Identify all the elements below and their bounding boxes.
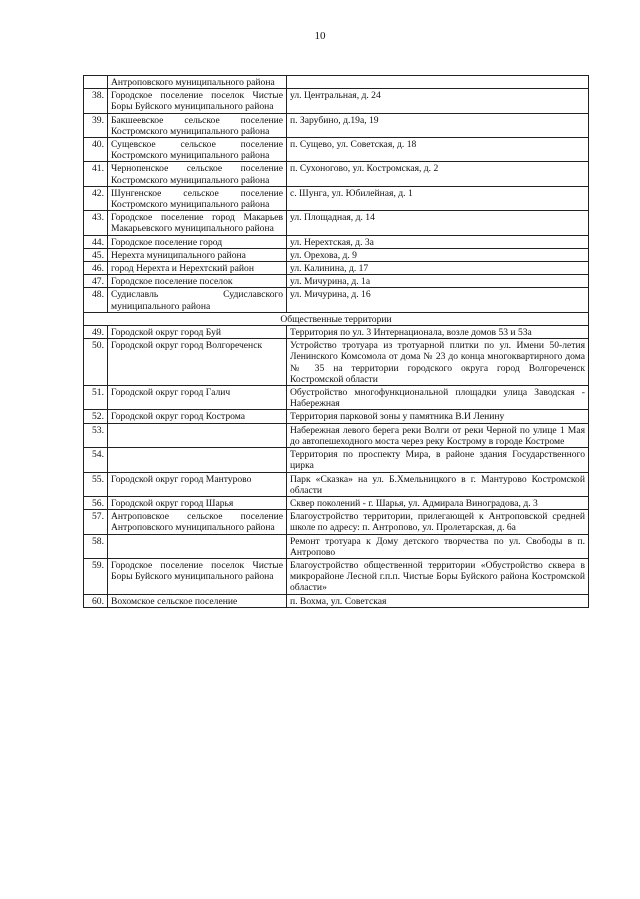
table-row — [84, 558, 589, 594]
territory-address: Ремонт тротуара к Дому детского творчества по ул. Свободы в п. Антропово — [287, 534, 589, 558]
row-number — [84, 76, 108, 89]
municipality-name: Городской округ город Галич — [108, 386, 287, 410]
row-number: 43. — [84, 211, 108, 235]
municipality-name — [108, 423, 287, 447]
table-row — [84, 262, 589, 275]
municipality-name: Городской округ город Мантурово — [108, 472, 287, 496]
territory-address: Устройство тротуара из тротуарной плитки по ул. Имени 50-летия Ленинского Комсомола от дома № 23 до конца многоквартирного дома № 35 на территории городского округа город Волгореченск Костромской области — [287, 339, 589, 386]
municipality-name: Бакшеевское сельское поселение Костромского муниципального района — [108, 113, 287, 137]
table-row — [84, 448, 589, 472]
territory-address: ул. Нерехтская, д. 3а — [287, 235, 589, 248]
municipality-name: Городское поселение город — [108, 235, 287, 248]
territory-address: Сквер поколений - г. Шарья, ул. Адмирала Виноградова, д. 3 — [287, 496, 589, 509]
table-row — [84, 386, 589, 410]
section-body — [84, 312, 589, 325]
territory-address: ул. Мичурина, д. 16 — [287, 288, 589, 312]
table-row — [84, 89, 589, 113]
territory-address: Обустройство многофункциональной площадки улица Заводская - Набережная — [287, 386, 589, 410]
row-number: 44. — [84, 235, 108, 248]
row-number: 53. — [84, 423, 108, 447]
municipality-name: Вохомское сельское поселение — [108, 594, 287, 607]
table-body-before — [84, 76, 589, 313]
municipality-name: Городской округ город Шарья — [108, 496, 287, 509]
territory-address: Благоустройство общественной территории «Обустройство сквера в микрорайоне Лесной г.п.п. Чистые Боры Буйского района Костромской области» — [287, 558, 589, 594]
territory-address: ул. Орехова, д. 9 — [287, 248, 589, 261]
table-row — [84, 594, 589, 607]
table-row — [84, 275, 589, 288]
municipality-name: Сущевское сельское поселение Костромского муниципального района — [108, 138, 287, 162]
territory-address: Парк «Сказка» на ул. Б.Хмельницкого в г. Мантурово Костромской области — [287, 472, 589, 496]
municipality-name: Судиславль Судиславского муниципального района — [108, 288, 287, 312]
territory-address: п. Сущево, ул. Советская, д. 18 — [287, 138, 589, 162]
table-row — [84, 76, 589, 89]
municipality-name — [108, 534, 287, 558]
row-number: 57. — [84, 510, 108, 534]
municipality-name: Чернопенское сельское поселение Костромского муниципального района — [108, 162, 287, 186]
municipality-name: Шунгенское сельское поселение Костромского муниципального района — [108, 186, 287, 210]
municipality-name: Городской округ город Кострома — [108, 410, 287, 423]
table-body-after — [84, 326, 589, 608]
territory-address: с. Шунга, ул. Юбилейная, д. 1 — [287, 186, 589, 210]
municipality-name — [108, 448, 287, 472]
territory-address — [287, 76, 589, 89]
territory-address: ул. Калинина, д. 17 — [287, 262, 589, 275]
municipality-name: Нерехта муниципального района — [108, 248, 287, 261]
table-row — [84, 235, 589, 248]
territory-address: ул. Центральная, д. 24 — [287, 89, 589, 113]
table-row — [84, 339, 589, 386]
territory-address: п. Вохма, ул. Советская — [287, 594, 589, 607]
municipality-name: Городское поселение поселок — [108, 275, 287, 288]
table-row — [84, 248, 589, 261]
table-row — [84, 496, 589, 509]
table-row — [84, 162, 589, 186]
territory-address: п. Зарубино, д.19а, 19 — [287, 113, 589, 137]
row-number: 55. — [84, 472, 108, 496]
territory-address: ул. Площадная, д. 14 — [287, 211, 589, 235]
row-number: 59. — [84, 558, 108, 594]
table-row — [84, 138, 589, 162]
territory-address: Территория парковой зоны у памятника В.И Ленину — [287, 410, 589, 423]
row-number: 54. — [84, 448, 108, 472]
territory-address: ул. Мичурина, д. 1а — [287, 275, 589, 288]
row-number: 48. — [84, 288, 108, 312]
row-number: 41. — [84, 162, 108, 186]
row-number: 38. — [84, 89, 108, 113]
row-number: 40. — [84, 138, 108, 162]
territory-address: Набережная левого берега реки Волги от реки Черной по улице 1 Мая до автопешеходного моста через реку Кострому в городе Костроме — [287, 423, 589, 447]
table-row — [84, 510, 589, 534]
territory-table — [83, 75, 589, 608]
row-number: 51. — [84, 386, 108, 410]
municipality-name: Городское поселение город Макарьев Макарьевского муниципального района — [108, 211, 287, 235]
section-title: Общественные территории — [84, 312, 589, 325]
row-number: 47. — [84, 275, 108, 288]
row-number: 45. — [84, 248, 108, 261]
table-row — [84, 423, 589, 447]
row-number: 50. — [84, 339, 108, 386]
territory-address: Территория по ул. 3 Интернационала, возле домов 53 и 53а — [287, 326, 589, 339]
municipality-name: Антроповское сельское поселение Антроповского муниципального района — [108, 510, 287, 534]
municipality-name: Городской округ город Волгореченск — [108, 339, 287, 386]
municipality-name: Антроповского муниципального района — [108, 76, 287, 89]
municipality-name: Городское поселение поселок Чистые Боры Буйского муниципального района — [108, 89, 287, 113]
municipality-name: Городское поселение поселок Чистые Боры Буйского муниципального района — [108, 558, 287, 594]
row-number: 39. — [84, 113, 108, 137]
table-row — [84, 410, 589, 423]
table-row — [84, 186, 589, 210]
table-row — [84, 472, 589, 496]
row-number: 52. — [84, 410, 108, 423]
page-number: 10 — [314, 30, 326, 42]
row-number: 56. — [84, 496, 108, 509]
territory-address: Территория по проспекту Мира, в районе здания Государственного цирка — [287, 448, 589, 472]
table-row — [84, 326, 589, 339]
row-number: 46. — [84, 262, 108, 275]
table-row — [84, 288, 589, 312]
municipality-name: город Нерехта и Нерехтский район — [108, 262, 287, 275]
row-number: 60. — [84, 594, 108, 607]
territory-address: Благоустройство территории, прилегающей к Антроповской средней школе по адресу: п. Антропово, ул. Пролетарская, д. 6а — [287, 510, 589, 534]
row-number: 49. — [84, 326, 108, 339]
territory-address: п. Сухоногово, ул. Костромская, д. 2 — [287, 162, 589, 186]
municipality-name: Городской округ город Буй — [108, 326, 287, 339]
table-row — [84, 113, 589, 137]
table-row — [84, 534, 589, 558]
section-row — [84, 312, 589, 325]
table-row — [84, 211, 589, 235]
row-number: 42. — [84, 186, 108, 210]
row-number: 58. — [84, 534, 108, 558]
